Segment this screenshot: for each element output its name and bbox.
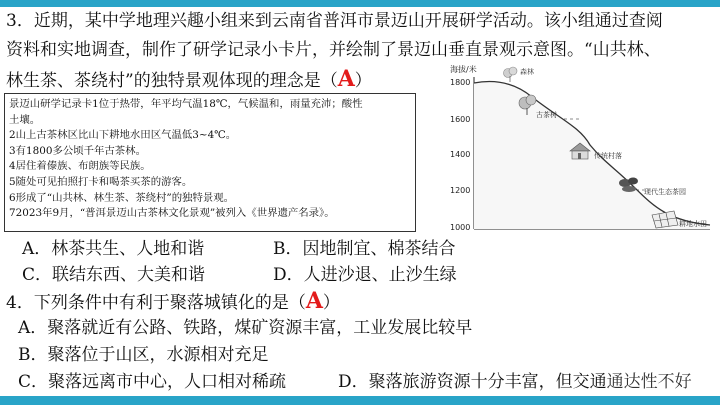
q4-stem bbox=[6, 290, 340, 314]
q3-option-d[interactable]: D．人进沙退、止沙生绿 bbox=[273, 265, 457, 285]
bottom-accent-band bbox=[0, 396, 720, 405]
card-line: 3有1800多公顷千年古茶林。 bbox=[9, 144, 146, 157]
q4-option-d-tail: 通达性不好 bbox=[606, 372, 692, 392]
y-tick-label: 1000 bbox=[450, 223, 471, 232]
q3-stem-line3 bbox=[6, 68, 372, 92]
q3-option-a[interactable]: A．林茶共生、人地和谐 bbox=[22, 239, 205, 259]
forest-icon bbox=[504, 67, 518, 82]
q3-stem-line2: 资料和实地调查，制作了研学记录小卡片，并绘制了景迈山垂直景观示意图。“山共林、 bbox=[6, 40, 661, 60]
q3-stem-close-paren: ） bbox=[354, 71, 372, 91]
top-accent-band bbox=[0, 0, 720, 7]
y-tick-label: 1600 bbox=[450, 115, 471, 124]
q4-option-d[interactable] bbox=[338, 371, 692, 393]
q4-option-d-text: D．聚落旅游资源十分丰富，但交通 bbox=[338, 372, 607, 392]
q3-option-c[interactable]: C．联结东西、大美和谐 bbox=[22, 265, 206, 285]
tea-tree-label: 古茶树 bbox=[536, 111, 557, 119]
q4-stem-close-paren: ） bbox=[322, 293, 340, 313]
research-record-card bbox=[4, 93, 416, 232]
mountain-fill bbox=[474, 82, 710, 229]
card-line: 土壤。 bbox=[9, 113, 41, 126]
q3-stem-line3-text: 林生茶、茶绕村”的独特景观体现的理念是（ bbox=[6, 71, 338, 91]
q4-option-c[interactable]: C．聚落远离市中心，人口相对稀疏 bbox=[18, 372, 287, 392]
jingmai-vertical-landscape-diagram bbox=[420, 63, 716, 235]
y-axis-label: 海拔/米 bbox=[450, 65, 477, 74]
village-label: 传统村落 bbox=[594, 152, 622, 160]
paddy-label: 耕地水田 bbox=[679, 220, 707, 228]
card-line: 6形成了“山共林、林生茶、茶绕村”的独特景观。 bbox=[9, 191, 235, 204]
y-tick-label: 1800 bbox=[450, 78, 471, 87]
card-line: 2山上古茶林区比山下耕地水田区气温低3~4℃。 bbox=[9, 129, 237, 142]
q3-answer: A bbox=[337, 66, 355, 92]
forest-label: 森林 bbox=[520, 68, 534, 76]
q4-option-b[interactable]: B．聚落位于山区，水源相对充足 bbox=[18, 345, 269, 365]
q3-stem-line1: 3．近期，某中学地理兴趣小组来到云南省普洱市景迈山开展研学活动。该小组通过查阅 bbox=[6, 11, 663, 31]
card-line: 72023年9月，“普洱景迈山古茶林文化景观”被列入《世界遗产名录》。 bbox=[9, 207, 335, 220]
card-line: 景迈山研学记录卡1位于热带，年平均气温18℃，气候温和，雨量充沛；酸性 bbox=[9, 98, 363, 110]
y-tick-label: 1200 bbox=[450, 186, 471, 195]
y-tick-label: 1400 bbox=[450, 150, 471, 159]
tea-garden-label: 现代生态茶园 bbox=[644, 188, 686, 196]
q3-option-b[interactable]: B．因地制宜、棉茶结合 bbox=[273, 239, 456, 259]
q4-answer: A bbox=[305, 288, 323, 314]
q4-stem-text: 4．下列条件中有利于聚落城镇化的是（ bbox=[6, 293, 306, 313]
q4-option-a[interactable]: A．聚落就近有公路、铁路，煤矿资源丰富，工业发展比较早 bbox=[18, 318, 473, 338]
card-line: 5随处可见拍照打卡和喝茶买茶的游客。 bbox=[9, 175, 193, 188]
card-line: 4居住着傣族、布朗族等民族。 bbox=[9, 160, 151, 173]
